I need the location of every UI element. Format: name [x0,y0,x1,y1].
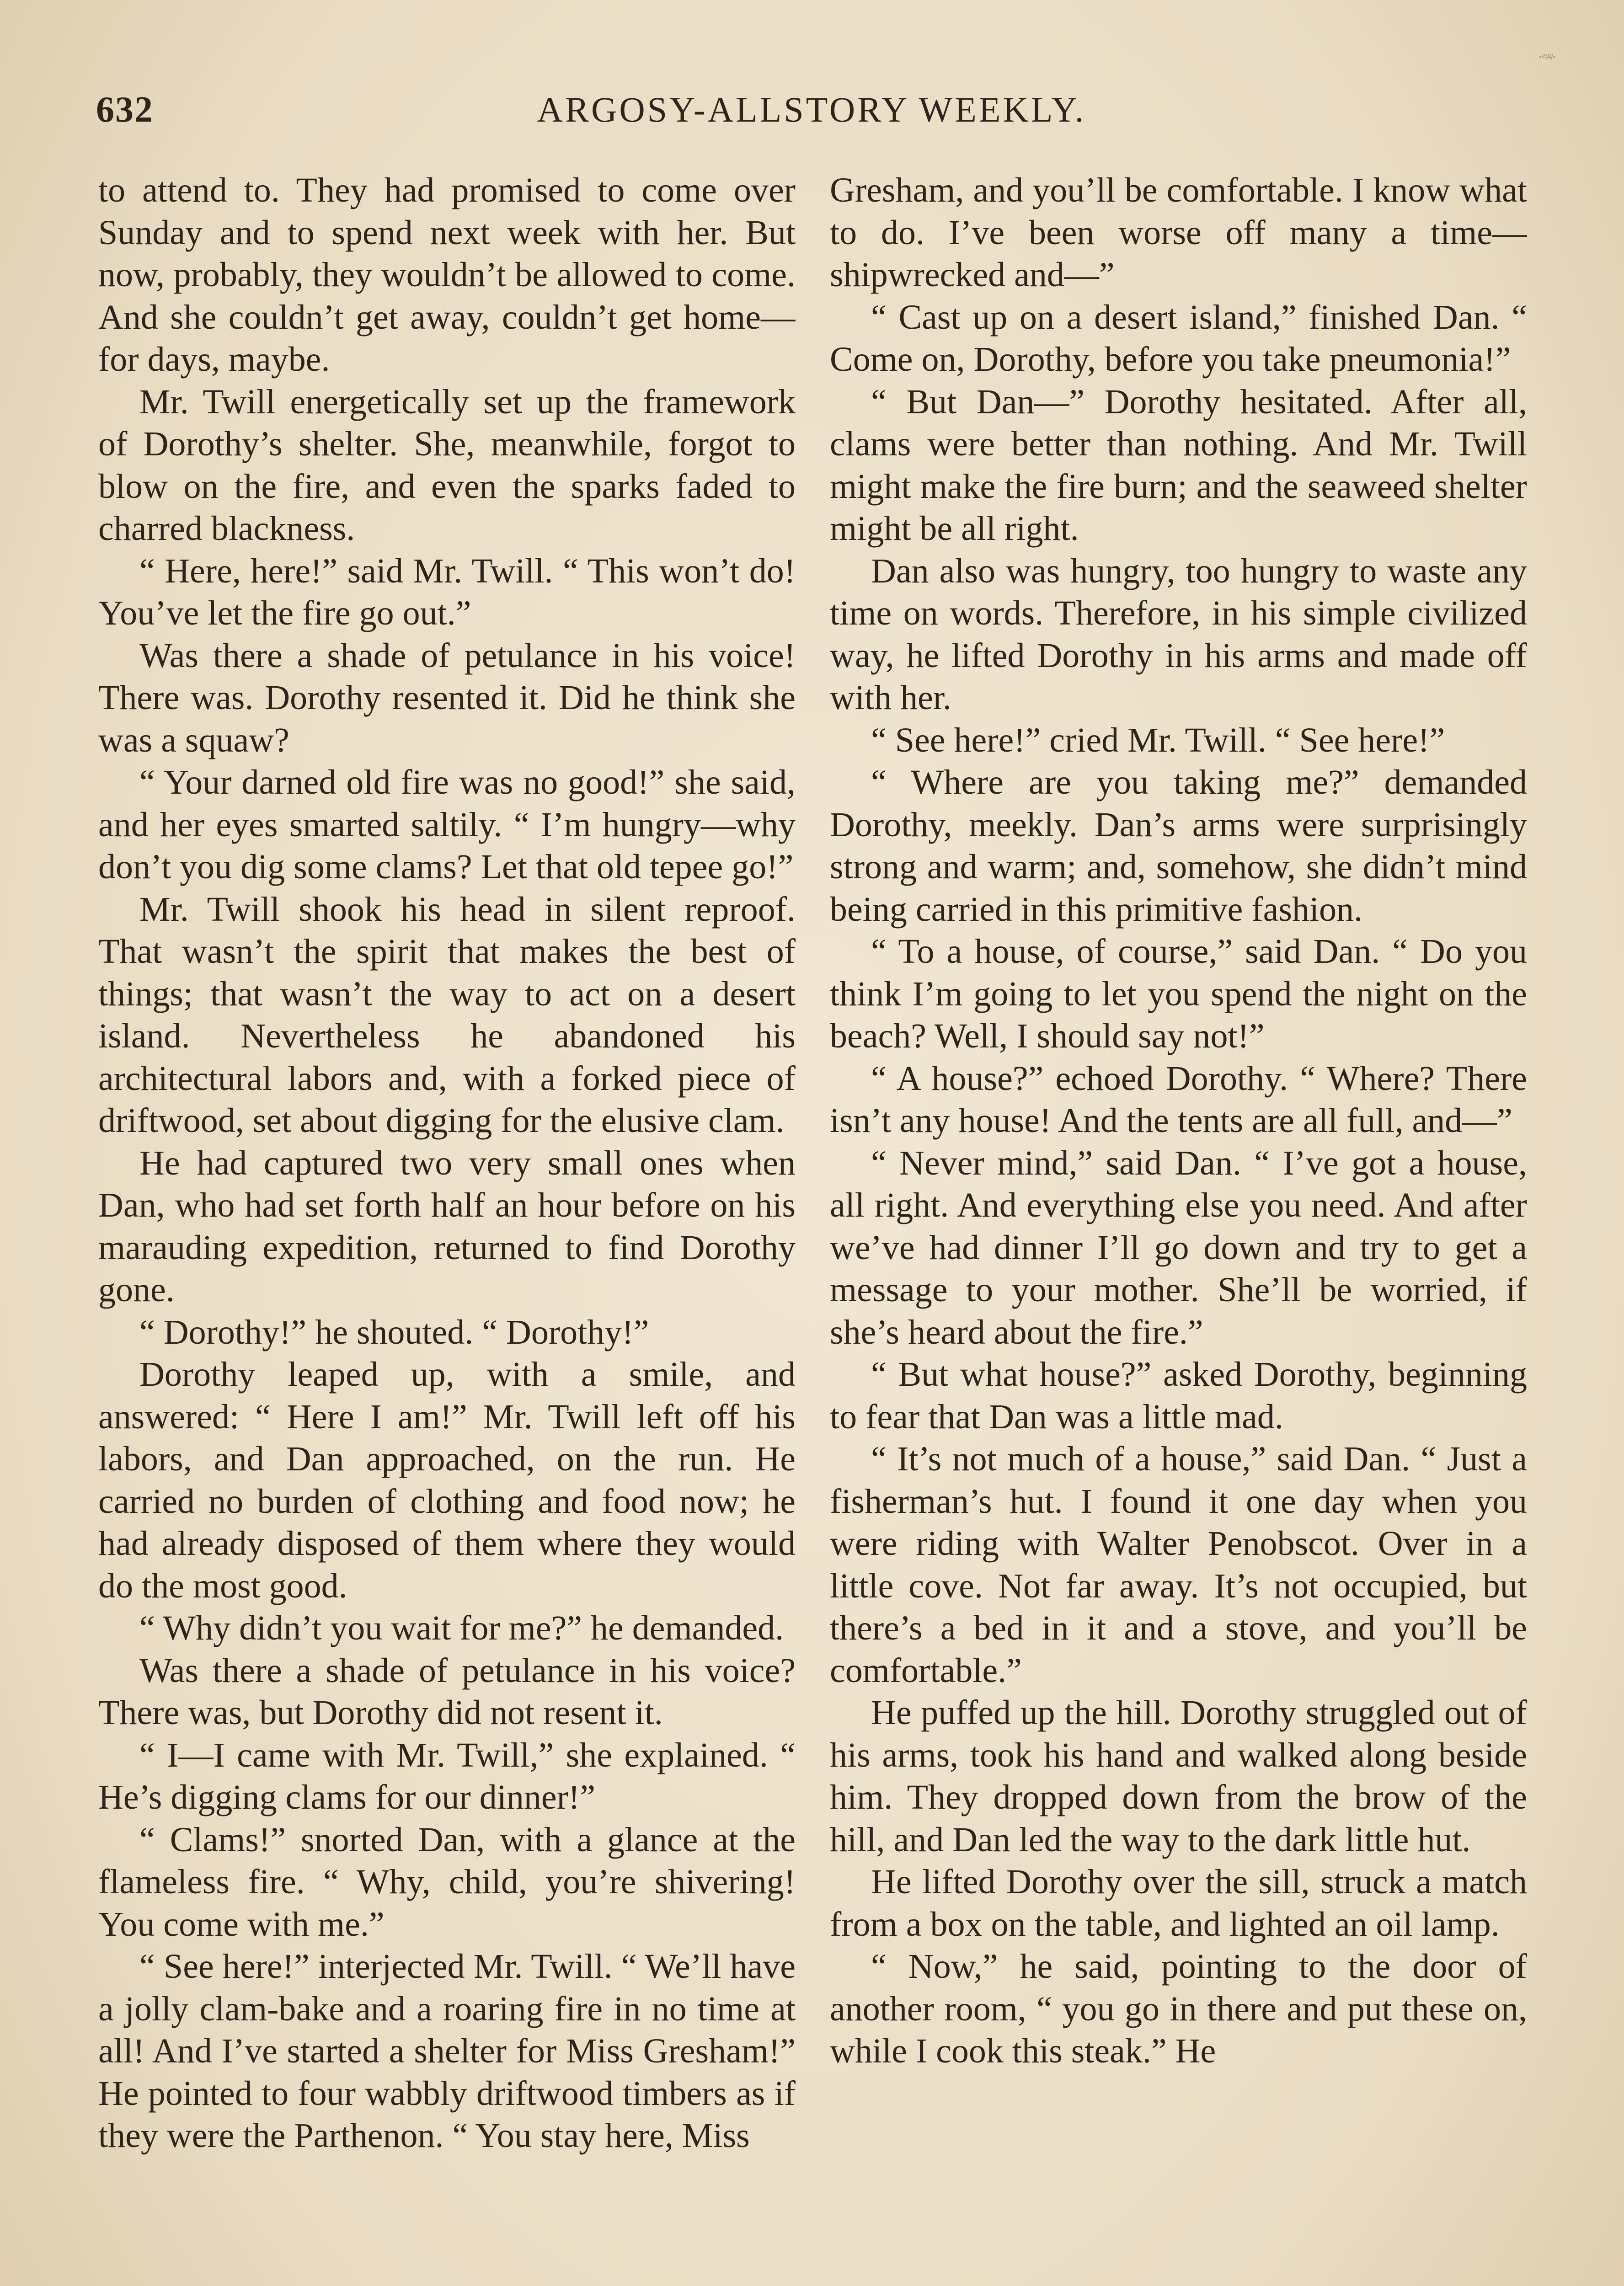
paragraph: “ A house?” echoed Dorothy. “ Where? There isn’t any house! And the tents are all full, and—” [830,1059,1527,1140]
right-text-column [830,169,1527,2286]
paragraph: “ But what house?” asked Dorothy, beginning to fear that Dan was a little mad. [830,1355,1527,1436]
paragraph: “ To a house, of course,” said Dan. “ Do you think I’m going to let you spend the night on the beach? Well, I should say not!” [830,932,1527,1055]
running-head: ARGOSY-ALLSTORY WEEKLY. [537,90,1086,129]
paragraph: “ Clams!” snorted Dan, with a glance at the flameless fire. “ Why, child, you’re shivering! You come with me.” [98,1820,796,1944]
paragraph: He had captured two very small ones when Dan, who had set forth half an hour before on his marauding expedition, returned to find Dorothy gone. [98,1143,796,1309]
paragraph: “ Dorothy!” he shouted. “ Dorothy!” [139,1313,649,1351]
paragraph: “ See here!” interjected Mr. Twill. “ We’ll have a jolly clam-bake and a roaring fire in no time at all! And I’ve started a shelter for Miss Gresham!” He pointed to four wabbly driftwood timbers as if they were the Parthenon. “ You stay here, Miss [98,1947,796,2155]
paragraph: Dorothy leaped up, with a smile, and answered: “ Here I am!” Mr. Twill left off his labors, and Dan approached, on the run. He carried no burden of clothing and food now; he had already disposed of them where they would do the most good. [98,1355,796,1605]
paragraph: to attend to. They had promised to come over Sunday and to spend next week with her. But now, probably, they wouldn’t be allowed to come. And she couldn’t get away, couldn’t get home—for days, maybe. [98,171,796,379]
paragraph: He lifted Dorothy over the sill, struck a match from a box on the table, and lighted an oil lamp. [830,1863,1527,1944]
paragraph: “ I—I came with Mr. Twill,” she explained. “ He’s digging clams for our dinner!” [98,1736,796,1816]
paragraph: “ See here!” cried Mr. Twill. “ See here!” [871,721,1445,759]
paragraph: “ Your darned old fire was no good!” she said, and her eyes smarted saltily. “ I’m hungry—why don’t you dig some clams? Let that old tepee go!” [98,763,796,886]
paragraph: “ But Dan—” Dorothy hesitated. After all, clams were better than nothing. And Mr. Twill might make the fire burn; and the seaweed shelter might be all right. [830,382,1527,548]
paragraph: Was there a shade of petulance in his voice? There was, but Dorothy did not resent it. [98,1651,796,1732]
paragraph: Dan also was hungry, too hungry to waste any time on words. Therefore, in his simple civilized way, he lifted Dorothy in his arms and made off with her. [830,551,1527,717]
paragraph: Was there a shade of petulance in his voice! There was. Dorothy resented it. Did he think she was a squaw? [98,636,796,759]
paragraph: Gresham, and you’ll be comfortable. I know what to do. I’ve been worse off many a time—shipwrecked and—” [830,171,1527,294]
paragraph: “ Never mind,” said Dan. “ I’ve got a house, all right. And everything else you need. And after we’ve had dinner I’ll go down and try to get a message to your mother. She’ll be worried, if she’s heard about the fire.” [830,1143,1527,1351]
paragraph: “ Where are you taking me?” demanded Dorothy, meekly. Dan’s arms were surprisingly strong and warm; and, somehow, she didn’t mind being carried in this primitive fashion. [830,763,1527,929]
paragraph: “ It’s not much of a house,” said Dan. “ Just a fisherman’s hut. I found it one day when you were riding with Walter Penobscot. Over in a little cove. Not far away. It’s not occupied, but there’s a bed in it and a stove, and you’ll be comfortable.” [830,1440,1527,1690]
paragraph: Mr. Twill energetically set up the framework of Dorothy’s shelter. She, meanwhile, forgot to blow on the fire, and even the sparks faded to charred blackness. [98,382,796,548]
paragraph: “ Cast up on a desert island,” finished Dan. “ Come on, Dorothy, before you take pneumonia!” [830,298,1527,379]
paragraph: Mr. Twill shook his head in silent reproof. That wasn’t the spirit that makes the best of things; that wasn’t the way to act on a desert island. Nevertheless he abandoned his architectural labors and, with a forked piece of driftwood, set about digging for the elusive clam. [98,890,796,1140]
page-number: 632 [96,90,154,130]
page-header [96,89,1527,144]
paragraph: “ Here, here!” said Mr. Twill. “ This won’t do! You’ve let the fire go out.” [98,551,796,632]
paragraph: “ Why didn’t you wait for me?” he demanded. [139,1609,784,1647]
paragraph: He puffed up the hill. Dorothy struggled out of his arms, took his hand and walked along beside him. They dropped down from the brow of the hill, and Dan led the way to the dark little hut. [830,1693,1527,1859]
left-text-column [98,169,796,2286]
paragraph: “ Now,” he said, pointing to the door of another room, “ you go in there and put these on, while I cook this steak.” He [830,1947,1527,2070]
corner-ink-mark: ·ᵉᵍᵍ· [1538,50,1555,64]
